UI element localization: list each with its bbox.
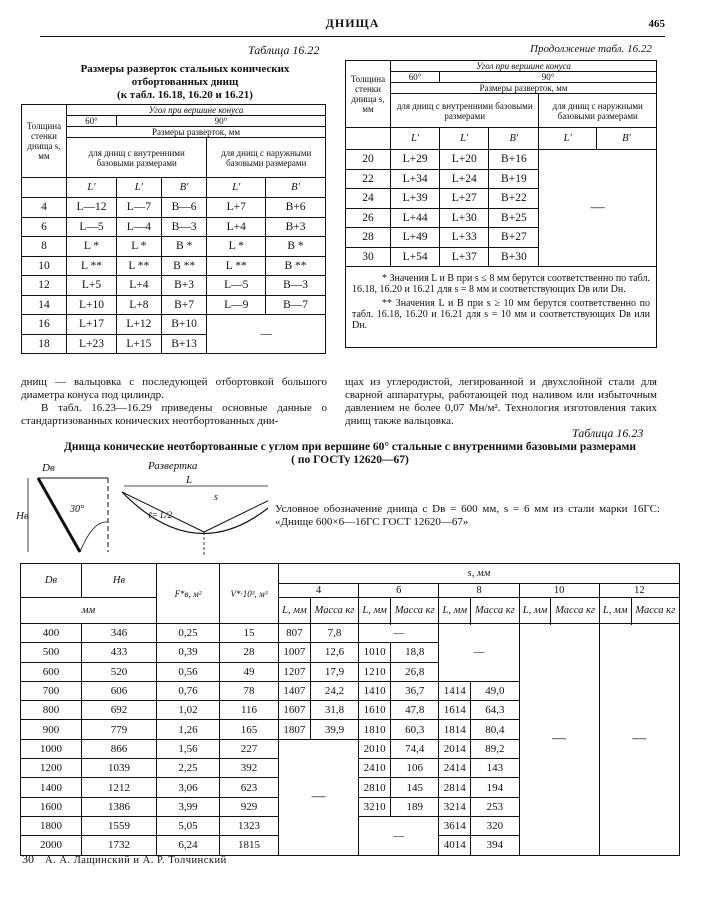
cell: 520 <box>82 662 157 681</box>
cell: 392 <box>220 759 279 778</box>
cell: L—5 <box>207 276 266 296</box>
cell: 2810 <box>359 778 391 797</box>
cell: 18 <box>22 334 67 354</box>
table-row <box>21 624 680 643</box>
cell: 165 <box>220 720 279 739</box>
cell: B+30 <box>489 247 539 267</box>
table-row <box>22 237 326 257</box>
h-L4: L, мм <box>279 598 311 624</box>
cell: 15 <box>220 624 279 643</box>
cell: 253 <box>471 797 519 816</box>
header-90: 90° <box>116 116 325 127</box>
header-s: s, мм <box>279 564 680 584</box>
cell: 143 <box>471 759 519 778</box>
cell: L+4 <box>116 276 161 296</box>
cell: 17,9 <box>310 662 358 681</box>
cell: 106 <box>391 759 439 778</box>
cell: 14 <box>22 295 67 315</box>
cell: 1212 <box>82 778 157 797</box>
cell: 1039 <box>82 759 157 778</box>
cell: B ** <box>161 256 207 276</box>
cell: 1,56 <box>157 739 220 758</box>
cell: 6,24 <box>157 836 220 855</box>
cell: 24,2 <box>310 681 358 700</box>
cell: 692 <box>82 701 157 720</box>
table-row <box>22 256 326 276</box>
cell: 5,05 <box>157 816 220 835</box>
table-16-23 <box>20 563 680 856</box>
cell: 700 <box>21 681 82 700</box>
cell: L+5 <box>67 276 117 296</box>
cell: B+25 <box>489 208 539 228</box>
cell: 1010 <box>359 643 391 662</box>
cell: L—9 <box>207 295 266 315</box>
cell: B+13 <box>161 334 207 354</box>
continuation-label: Продолжение табл. 16.22 <box>530 43 652 55</box>
cell: L+30 <box>440 208 489 228</box>
cell: 12,6 <box>310 643 358 662</box>
cell: 227 <box>220 739 279 758</box>
cell: 433 <box>82 643 157 662</box>
cell: 3,99 <box>157 797 220 816</box>
cell: B—6 <box>161 198 207 218</box>
cell: L+24 <box>440 169 489 189</box>
cell: 89,2 <box>471 739 519 758</box>
cell: L—4 <box>116 217 161 237</box>
h-m8: Масса кг <box>471 598 519 624</box>
footer-number: 30 <box>22 852 34 866</box>
cell: 1559 <box>82 816 157 835</box>
cell: L+17 <box>67 315 117 335</box>
page-header <box>40 14 665 37</box>
footnote-1: * Значения L и B при s ≤ 8 мм берутся соответственно по табл. 16.18, 16.20 и 16.21 для s = 8 мм и соответствующих Dв или Dн. <box>352 273 650 295</box>
h-L10: L, мм <box>519 598 551 624</box>
table-16-22 <box>21 104 326 354</box>
cell: L+7 <box>207 198 266 218</box>
header-angle: Угол при вершине конуса <box>67 105 326 116</box>
cell: L+29 <box>391 150 440 170</box>
fig-s: s <box>214 492 218 503</box>
cell: 1807 <box>279 720 311 739</box>
cell: L+27 <box>440 189 489 209</box>
cell: 6 <box>22 217 67 237</box>
title-line: Днища конические неотбортованные с углом при вершине 60° стальные с внутренними базовыми размерами <box>63 441 637 453</box>
cell: 500 <box>21 643 82 662</box>
header-outer: для днищ с наружными базовыми размерами <box>207 138 326 178</box>
h-m12: Масса кг <box>631 598 679 624</box>
cell: 1815 <box>220 836 279 855</box>
cell: 1607 <box>279 701 311 720</box>
cell: 116 <box>220 701 279 720</box>
cell: 0,25 <box>157 624 220 643</box>
cell: 866 <box>82 739 157 758</box>
table-row <box>22 217 326 237</box>
dash-cell: — <box>599 624 679 856</box>
cell: L+39 <box>391 189 440 209</box>
page-number: 465 <box>648 18 665 30</box>
fig-L: L <box>186 474 193 486</box>
cell: L+23 <box>67 334 117 354</box>
col-B2: B′ <box>266 178 326 198</box>
table-label-16-23: Таблица 16.23 <box>572 426 644 440</box>
cell: 28 <box>220 643 279 662</box>
header-inner: для днищ с внутренними базовыми размерами <box>391 94 539 128</box>
cell: B+10 <box>161 315 207 335</box>
cell: 320 <box>471 816 519 835</box>
cell: 2814 <box>439 778 471 797</box>
cell: 10 <box>22 256 67 276</box>
dash-cell: — <box>359 816 439 855</box>
title-line: Размеры разверток стальных конических <box>80 63 290 75</box>
header-60: 60° <box>391 72 440 83</box>
table-title-16-22 <box>40 63 330 102</box>
cell: L+34 <box>391 169 440 189</box>
fig-razvertka: Развертка <box>148 460 198 472</box>
h-L8: L, мм <box>439 598 471 624</box>
cell: B+7 <box>161 295 207 315</box>
header-V: V*·10³, м³ <box>220 564 279 624</box>
title-line: (к табл. 16.18, 16.20 и 16.21) <box>117 89 253 101</box>
dash-cell: — <box>207 315 326 354</box>
cell: B—3 <box>161 217 207 237</box>
cell: 1,02 <box>157 701 220 720</box>
cell: 0,76 <box>157 681 220 700</box>
footer <box>22 852 227 867</box>
s-12: 12 <box>599 584 679 598</box>
table-row <box>346 150 657 170</box>
cell: 929 <box>220 797 279 816</box>
cell: 26 <box>346 208 391 228</box>
cell: B+27 <box>489 228 539 248</box>
cell: L+12 <box>116 315 161 335</box>
cell: L—5 <box>67 217 117 237</box>
cell: L+54 <box>391 247 440 267</box>
fig-angle: 30° <box>70 504 84 515</box>
cell: 1614 <box>439 701 471 720</box>
body-text-left <box>21 376 327 428</box>
cell: 0,39 <box>157 643 220 662</box>
header-thickness: Толщина стенки днища s, мм <box>22 105 67 178</box>
cell: 1200 <box>21 759 82 778</box>
cell: L+20 <box>440 150 489 170</box>
cell: 26,8 <box>391 662 439 681</box>
cell: L * <box>207 237 266 257</box>
cell: L+44 <box>391 208 440 228</box>
cell: 900 <box>21 720 82 739</box>
col-L1: L′ <box>391 128 440 150</box>
h-m4: Масса кг <box>310 598 358 624</box>
cell: L+15 <box>116 334 161 354</box>
header-D: Dв <box>21 564 82 598</box>
cell: L+4 <box>207 217 266 237</box>
h-L12: L, мм <box>599 598 631 624</box>
cell: L * <box>67 237 117 257</box>
cell: 24 <box>346 189 391 209</box>
cell: B+3 <box>266 217 326 237</box>
cell: 1810 <box>359 720 391 739</box>
header-mm: мм <box>21 598 157 624</box>
cell: B+22 <box>489 189 539 209</box>
cell: 8 <box>22 237 67 257</box>
cell: 346 <box>82 624 157 643</box>
footnotes-cell <box>346 267 657 348</box>
s-6: 6 <box>359 584 439 598</box>
col-L1: L′ <box>67 178 117 198</box>
cell: 80,4 <box>471 720 519 739</box>
cell: L ** <box>116 256 161 276</box>
cone-drawing <box>18 460 268 560</box>
fig-radius: ℓ= L/2 <box>148 510 173 520</box>
cell: 1800 <box>21 816 82 835</box>
cell: 623 <box>220 778 279 797</box>
table-label-16-22: Таблица 16.22 <box>248 43 320 57</box>
cell: 36,7 <box>391 681 439 700</box>
cell: 2014 <box>439 739 471 758</box>
cell: 189 <box>391 797 439 816</box>
cell: L+37 <box>440 247 489 267</box>
table-row <box>22 198 326 218</box>
header-angle: Угол при вершине конуса <box>391 61 657 72</box>
cell: 2010 <box>359 739 391 758</box>
cell: 3210 <box>359 797 391 816</box>
cell: B * <box>266 237 326 257</box>
cell: 1207 <box>279 662 311 681</box>
cell: 49,0 <box>471 681 519 700</box>
cell: L+10 <box>67 295 117 315</box>
cell: 194 <box>471 778 519 797</box>
header-thickness: Толщина стенки днища s, мм <box>346 61 391 128</box>
cell: 1323 <box>220 816 279 835</box>
cell: 807 <box>279 624 311 643</box>
cell: 60,3 <box>391 720 439 739</box>
dash-cell: — <box>359 624 439 643</box>
col-B: B′ <box>161 178 207 198</box>
dash-cell: — <box>519 624 599 856</box>
table-row <box>22 295 326 315</box>
cell: 145 <box>391 778 439 797</box>
paragraph: днищ — вальцовка с последующей отбортовкой большого диаметра конуса под цилиндр. <box>21 376 327 401</box>
cell: 1410 <box>359 681 391 700</box>
cell: 1407 <box>279 681 311 700</box>
designation-note: Условное обозначение днища с Dв = 600 мм, s = 6 мм из стали марки 16ГС: «Днище 600×6—16ГС ГОСТ 12620—67» <box>275 503 660 528</box>
cell: 1610 <box>359 701 391 720</box>
footnote-2: ** Значения L и B при s ≥ 10 мм берутся соответственно по табл. 16.18, 16.20 и 16.21 для s = 10 мм и соответствующих Dв или Dн. <box>352 298 650 331</box>
h-m10: Масса кг <box>551 598 599 624</box>
h-L6: L, мм <box>359 598 391 624</box>
cell: 1732 <box>82 836 157 855</box>
cell: 28 <box>346 228 391 248</box>
cell: L+33 <box>440 228 489 248</box>
table-row <box>22 276 326 296</box>
cell: 600 <box>21 662 82 681</box>
header-dims: Размеры разверток, мм <box>67 127 326 138</box>
cell: 30 <box>346 247 391 267</box>
cell: B+16 <box>489 150 539 170</box>
cell: 1814 <box>439 720 471 739</box>
cell: 49 <box>220 662 279 681</box>
cell: 1000 <box>21 739 82 758</box>
cell: 800 <box>21 701 82 720</box>
cell: 1007 <box>279 643 311 662</box>
cell: 2414 <box>439 759 471 778</box>
cell: 18,8 <box>391 643 439 662</box>
cell: 394 <box>471 836 519 855</box>
cell: 12 <box>22 276 67 296</box>
cell: B+6 <box>266 198 326 218</box>
cell: 1210 <box>359 662 391 681</box>
cell: 7,8 <box>310 624 358 643</box>
col-B: B′ <box>489 128 539 150</box>
cell: 74,4 <box>391 739 439 758</box>
dash-cell: — <box>439 624 519 682</box>
table-16-22-continued <box>345 60 657 348</box>
cell: B—3 <box>266 276 326 296</box>
footer-authors: А. А. Лащинский и А. Р. Толчинский <box>45 855 227 866</box>
cell: B ** <box>266 256 326 276</box>
cell: 2410 <box>359 759 391 778</box>
cell: 64,3 <box>471 701 519 720</box>
cell: 400 <box>21 624 82 643</box>
col-B2: B′ <box>596 128 656 150</box>
cell: L ** <box>207 256 266 276</box>
fig-Hb: Hв <box>16 510 29 522</box>
cell: L—12 <box>67 198 117 218</box>
cell: 3614 <box>439 816 471 835</box>
cell: 1600 <box>21 797 82 816</box>
cell: 1414 <box>439 681 471 700</box>
col-L2: L′ <box>116 178 161 198</box>
cell: B—7 <box>266 295 326 315</box>
cell: 78 <box>220 681 279 700</box>
cell: 2000 <box>21 836 82 855</box>
cell: B+19 <box>489 169 539 189</box>
col-L3: L′ <box>207 178 266 198</box>
cell: B+3 <box>161 276 207 296</box>
running-title: ДНИЩА <box>325 16 380 30</box>
cell: L+49 <box>391 228 440 248</box>
cell: 31,8 <box>310 701 358 720</box>
cell: 4 <box>22 198 67 218</box>
cell: B * <box>161 237 207 257</box>
col-L3: L′ <box>539 128 596 150</box>
cell: 3214 <box>439 797 471 816</box>
cell: 1386 <box>82 797 157 816</box>
cell: 1400 <box>21 778 82 797</box>
dash-cell: — <box>279 739 359 855</box>
cell: 3,06 <box>157 778 220 797</box>
cell: 0,56 <box>157 662 220 681</box>
cell: 39,9 <box>310 720 358 739</box>
cell: 779 <box>82 720 157 739</box>
header-inner: для днищ с внутренними базовыми размерами <box>67 138 207 178</box>
title-line: ( по ГОСТу 12620—67) <box>291 454 409 466</box>
table-row <box>22 315 326 335</box>
h-m6: Масса кг <box>391 598 439 624</box>
s-8: 8 <box>439 584 519 598</box>
cell: 1,26 <box>157 720 220 739</box>
header-dims: Размеры разверток, мм <box>391 83 657 94</box>
cell: 16 <box>22 315 67 335</box>
cell: L * <box>116 237 161 257</box>
cell: L—7 <box>116 198 161 218</box>
cell: 2,25 <box>157 759 220 778</box>
title-line: отбортованных днищ <box>131 76 239 88</box>
col-L2: L′ <box>440 128 489 150</box>
paragraph: В табл. 16.23—16.29 приведены основные данные о стандартизованных конических неотбортованных дни- <box>21 402 327 427</box>
fig-Db: Dв <box>42 462 55 474</box>
s-10: 10 <box>519 584 599 598</box>
header-90: 90° <box>440 72 657 83</box>
cell: 606 <box>82 681 157 700</box>
header-H: Hв <box>82 564 157 598</box>
cell: 22 <box>346 169 391 189</box>
body-text-right: щах из углеродистой, легированной и двухслойной стали для сварной аппаратуры, работающей под наливом или избыточным давлением не более 0,07 Мн/м². Технология изготовления таких днищ также вальцовка. <box>345 376 657 427</box>
s-4: 4 <box>279 584 359 598</box>
cell: L+8 <box>116 295 161 315</box>
header-F: F*в, м² <box>157 564 220 624</box>
header-outer: для днищ с наружными базовыми размерами <box>539 94 657 128</box>
cell: 20 <box>346 150 391 170</box>
cell: 4014 <box>439 836 471 855</box>
dash-cell: — <box>539 150 657 267</box>
cell: 47,8 <box>391 701 439 720</box>
header-60: 60° <box>67 116 117 127</box>
cell: L ** <box>67 256 117 276</box>
